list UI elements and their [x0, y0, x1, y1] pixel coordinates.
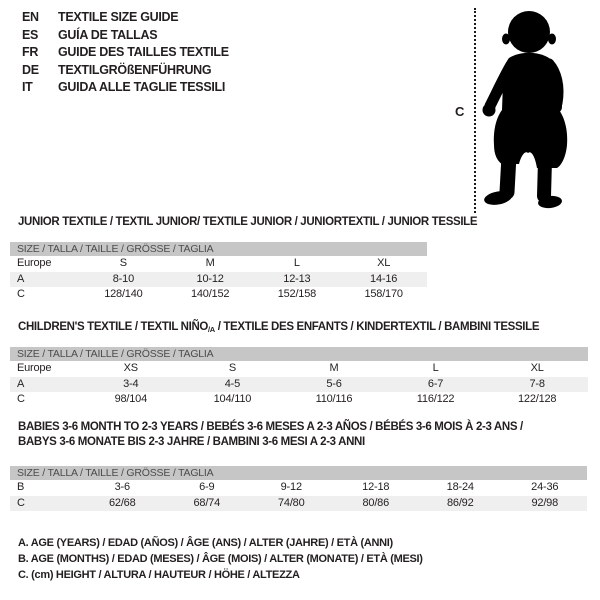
table-cell: XS: [123, 362, 138, 374]
row-label: C: [17, 288, 25, 300]
table-cell: 5-6: [326, 377, 342, 390]
table-row: [10, 480, 587, 496]
table-cell: 3-6: [114, 481, 130, 493]
row-label: Europe: [17, 257, 52, 269]
table-cell: 4-5: [224, 377, 241, 390]
table-cell: 8-10: [112, 272, 134, 285]
row-label: B: [17, 481, 25, 493]
table-cell: 24-36: [531, 481, 559, 493]
table-cell: 12-18: [362, 481, 390, 493]
language-row: [22, 27, 229, 45]
table-cell: 10-12: [196, 272, 224, 285]
table-cell: 80/86: [362, 496, 390, 509]
table-cell: S: [119, 257, 127, 269]
table-row: [10, 256, 427, 272]
table-cell: 122/128: [517, 393, 557, 405]
babies-section-title: [18, 420, 523, 449]
table-cell: 98/104: [114, 393, 148, 405]
table-cell: 110/116: [315, 393, 353, 405]
table-cell: 116/122: [416, 393, 455, 405]
language-row: [22, 79, 229, 97]
table-cell: 12-13: [283, 272, 311, 285]
table-row: [10, 377, 588, 393]
table-row: [10, 287, 427, 303]
guide-title: GUIDE DES TAILLES TEXTILE: [58, 45, 229, 60]
table-cell: 92/98: [531, 496, 559, 509]
table-cell: XL: [530, 362, 544, 374]
table-cell: 74/80: [277, 496, 305, 509]
table-cell: 86/92: [446, 496, 474, 509]
table-cell: 7-8: [529, 377, 545, 390]
guide-title: GUÍA DE TALLAS: [58, 27, 158, 42]
height-measure-dotted-line: [474, 8, 476, 213]
guide-title: TEXTILGRÖßENFÜHRUNG: [58, 62, 212, 77]
language-code: FR: [22, 45, 39, 60]
size-header-bar: SIZE / TALLA / TAILLE / GRÖSSE / TAGLIA: [10, 242, 427, 256]
babies-title-line-2: BABYS 3-6 MONATE BIS 2-3 JAHRE / BAMBINI 3-6 MESI A 2-3 ANNI: [18, 435, 365, 448]
table-cell: L: [432, 362, 439, 374]
table-cell: 128/140: [104, 288, 143, 300]
note-height-cm: C. (cm) HEIGHT / ALTURA / HAUTEUR / HÖHE / ALTEZZA: [18, 569, 300, 582]
language-row: [22, 62, 229, 80]
language-code: EN: [22, 10, 39, 24]
table-cell: XL: [377, 257, 391, 269]
children-title-subscript: /A: [208, 325, 215, 334]
children-size-table: [10, 347, 588, 408]
note-age-months: B. AGE (MONTHS) / EDAD (MESES) / ÂGE (MOIS) / ALTER (MONATE) / ETÀ (MESI): [18, 553, 423, 566]
table-cell: 18-24: [446, 481, 474, 493]
junior-size-table: [10, 242, 427, 303]
table-cell: 140/152: [190, 288, 230, 300]
baby-silhouette-icon: [480, 8, 588, 212]
language-title-list: [22, 9, 229, 97]
legend-notes: [18, 535, 423, 584]
babies-size-table: [10, 466, 587, 511]
children-title-text: / TEXTILE DES ENFANTS / KINDERTEXTIL / BAMBINI TESSILE: [214, 321, 540, 333]
table-cell: 14-16: [370, 272, 398, 285]
size-header-bar: SIZE / TALLA / TAILLE / GRÖSSE / TAGLIA: [10, 347, 588, 361]
row-label: A: [17, 377, 25, 390]
babies-title-line-1: BABIES 3-6 MONTH TO 2-3 YEARS / BEBÉS 3-6 MESES A 2-3 AÑOS / BÉBÉS 3-6 MOIS À 2-3 ANS /: [18, 421, 523, 433]
note-age-years: A. AGE (YEARS) / EDAD (AÑOS) / ÂGE (ANS) / ALTER (JAHRE) / ETÀ (ANNI): [18, 537, 393, 549]
row-label: A: [17, 272, 25, 285]
table-row: [10, 272, 427, 288]
junior-section-title: JUNIOR TEXTILE / TEXTIL JUNIOR/ TEXTILE JUNIOR / JUNIORTEXTIL / JUNIOR TESSILE: [18, 216, 478, 228]
row-label: Europe: [17, 362, 52, 374]
table-cell: L: [293, 257, 300, 269]
guide-title: TEXTILE SIZE GUIDE: [58, 10, 179, 24]
table-cell: 9-12: [280, 481, 302, 493]
row-label: C: [17, 496, 25, 509]
table-cell: 6-9: [199, 481, 215, 493]
table-cell: M: [329, 362, 339, 374]
language-code: IT: [22, 80, 33, 95]
table-cell: 3-4: [123, 377, 139, 390]
table-cell: 158/170: [364, 288, 403, 300]
language-row: [22, 44, 229, 62]
children-title-text: CHILDREN'S TEXTILE / TEXTIL NIÑO: [18, 321, 209, 333]
language-row: [22, 9, 229, 27]
table-cell: 6-7: [427, 377, 444, 390]
guide-title: GUIDA ALLE TAGLIE TESSILI: [58, 80, 226, 95]
table-cell: 68/74: [193, 496, 221, 509]
table-cell: 104/110: [213, 393, 252, 405]
table-row: [10, 496, 587, 512]
size-header-bar: SIZE / TALLA / TAILLE / GRÖSSE / TAGLIA: [10, 466, 587, 480]
children-section-title: [18, 320, 539, 338]
table-row: [10, 361, 588, 377]
height-measure-label: C: [455, 104, 465, 119]
table-cell: 152/158: [277, 288, 317, 300]
table-row: [10, 392, 588, 408]
table-cell: 62/68: [108, 496, 136, 509]
table-cell: M: [205, 257, 215, 269]
language-code: ES: [22, 27, 39, 42]
table-cell: S: [228, 362, 236, 374]
language-code: DE: [22, 62, 39, 77]
row-label: C: [17, 393, 25, 405]
